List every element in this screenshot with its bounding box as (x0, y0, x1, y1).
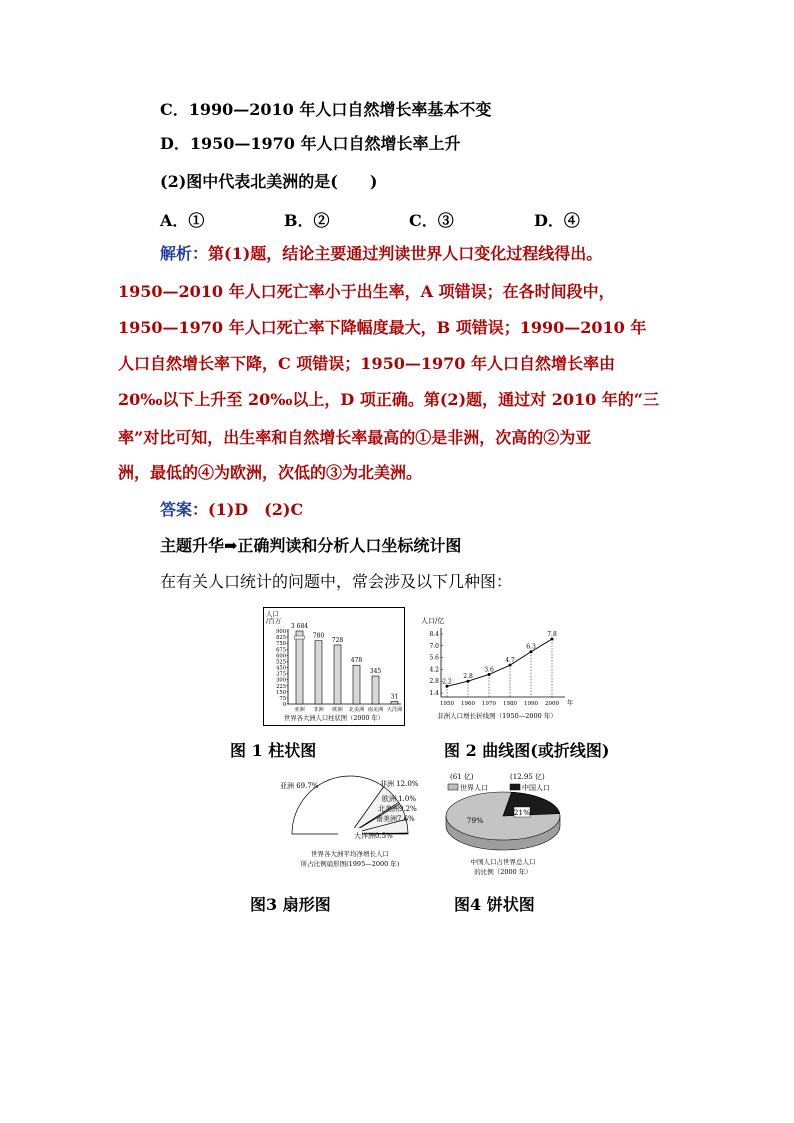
x-tick-label: 大洋洲 (386, 707, 403, 713)
caption-fig-2: 图 2 曲线图(或折线图) (444, 741, 610, 760)
y-tick-label: 7.0 (429, 642, 439, 650)
q2-option-c: C．③ (409, 211, 454, 230)
y-tick-label: 8.4 (429, 631, 439, 638)
chart-title-line-2: 的比例（2000 年） (474, 868, 532, 876)
x-tick-label: 1950 (440, 701, 454, 707)
y-tick-label: 300 (276, 677, 286, 684)
analysis-line-2: 1950—2010 年人口死亡率小于出生率，A 项错误；在各时间段中， (118, 282, 615, 301)
bar (353, 665, 360, 704)
y-tick-label: 450 (276, 665, 286, 672)
figure-4-pie-chart (442, 770, 564, 878)
caption-fig-3: 图3 扇形图 (250, 895, 331, 914)
bar-value-label: 31 (390, 693, 399, 701)
y-tick-label: 0 (282, 702, 286, 708)
data-label: 4.7 (505, 657, 515, 665)
legend-swatch-china (510, 784, 520, 790)
bar-value-label: 3 684 (290, 623, 309, 630)
y-tick-label: 2.8 (429, 678, 439, 686)
analysis-line-3: 1950—1970 年人口死亡率下降幅度最大，B 项错误；1990—2010 年 (118, 318, 647, 337)
x-tick-label: 欧洲 (332, 707, 343, 713)
slice-label: 大洋洲0.5% (354, 832, 393, 840)
y-tick-label: 4.2 (429, 666, 439, 674)
bar (334, 645, 341, 704)
x-tick-label: 1990 (524, 701, 538, 707)
y-tick-label: 225 (276, 683, 286, 690)
figure-2-line-chart (417, 614, 577, 724)
data-label: 2.8 (463, 673, 473, 681)
x-tick-label: 1980 (503, 701, 517, 707)
slice-label: 亚洲 69.7% (280, 782, 319, 790)
legend-label-world: 世界人口 (460, 784, 488, 792)
y-tick-label: 900 (276, 629, 286, 635)
y-tick-label: 150 (276, 689, 286, 696)
y-axis-label-unit: /百万 (266, 617, 282, 625)
x-tick-label: 南美洲 (367, 707, 384, 713)
y-tick-label: 1.4 (429, 690, 439, 697)
bar-value-label: 345 (369, 668, 382, 676)
figure-3-fan-chart (262, 770, 438, 876)
data-label: 6.3 (526, 643, 536, 651)
y-tick-label: 825 (276, 635, 286, 642)
x-axis-label: 年 (567, 700, 574, 707)
y-tick-label: 75 (279, 695, 286, 702)
x-tick-label: 亚洲 (294, 707, 305, 713)
topic-text: 正确判读和分析人口坐标统计图 (237, 536, 462, 555)
option-c: C．1990—2010 年人口自然增长率基本不变 (160, 100, 492, 119)
analysis-label: 解析 (160, 244, 193, 263)
arrow-right-icon: ➡ (224, 536, 238, 555)
bar (372, 676, 379, 704)
q2-option-a: A．① (160, 211, 205, 230)
bar-value-label: 478 (350, 657, 363, 665)
y-axis-label: 人口/亿 (421, 617, 445, 625)
option-d: D．1950—1970 年人口自然增长率上升 (160, 134, 461, 153)
x-tick-label: 非洲 (313, 707, 324, 713)
y-tick-label: 525 (276, 659, 286, 666)
chart-title-line-1: 中国人口占世界总人口 (470, 858, 536, 866)
total-world: (61 亿) (450, 773, 474, 781)
axis-break-mark (295, 636, 305, 639)
answer-label: 答案 (160, 500, 193, 519)
y-tick-label: 5.6 (429, 654, 439, 662)
analysis-line-5: 20‰以下上升至 20‰以上，D 项正确。第(2)题，通过对 2010 年的“三 (118, 390, 660, 409)
data-label: 7.8 (547, 631, 557, 639)
legend-swatch-world (448, 784, 458, 790)
chart-title: 世界各大洲人口柱状图（2000 年） (284, 715, 384, 722)
chart-title: 非洲人口增长折线图（1950—2000 年） (437, 712, 557, 720)
data-label: 2.2 (442, 678, 452, 686)
data-label: 3.6 (484, 666, 494, 674)
topic-prefix: 主题升华 (160, 536, 225, 555)
y-tick-label: 600 (276, 653, 286, 660)
bar-value-label: 780 (312, 632, 325, 640)
q2-option-d: D．④ (534, 211, 580, 230)
slice-label-world: 79% (466, 816, 484, 825)
analysis-line-6: 率”对比可知，出生率和自然增长率最高的①是非洲，次高的②为亚 (118, 428, 592, 447)
legend-label-china: 中国人口 (522, 784, 550, 792)
caption-fig-1: 图 1 柱状图 (230, 741, 317, 760)
topic-line (160, 536, 461, 556)
slice-label: 欧洲 1.0% (382, 795, 417, 803)
slice-label: 南美洲7.6% (376, 815, 415, 823)
total-china: (12.95 亿) (510, 773, 545, 781)
x-tick-label: 1970 (482, 701, 496, 707)
caption-fig-4: 图4 饼状图 (454, 895, 535, 914)
analysis-line-7: 洲，最低的④为欧洲，次低的③为北美洲。 (118, 463, 423, 482)
x-tick-label: 1960 (461, 701, 475, 707)
answer-line (160, 500, 303, 520)
y-axis-label: 人口 (266, 610, 279, 618)
q2-option-b: B．② (284, 211, 330, 230)
x-tick-label: 2000 (545, 701, 559, 707)
x-tick-label: 北美洲 (348, 707, 365, 713)
slice-label: 北美洲9.2% (378, 805, 417, 813)
answer-text: ：(1)D (2)C (192, 500, 304, 519)
bar (296, 631, 303, 704)
analysis-line-4: 人口自然增长率下降，C 项错误；1950—1970 年人口自然增长率由 (118, 354, 615, 373)
analysis-text-1: ：第(1)题，结论主要通过判读世界人口变化过程线得出。 (192, 244, 603, 263)
slice-label: 非洲 12.0% (380, 780, 419, 788)
bar-value-label: 728 (331, 636, 344, 644)
intro-line: 在有关人口统计的问题中，常会涉及以下几种图： (160, 572, 513, 591)
figure-1-bar-chart (263, 607, 405, 726)
bar (391, 701, 398, 704)
y-tick-label: 375 (276, 671, 286, 678)
y-tick-label: 675 (276, 647, 286, 654)
pie-slice-china (503, 792, 560, 816)
slice-label-china: 21% (513, 808, 531, 817)
bar (315, 641, 322, 704)
chart-title-line-1: 世界各大洲平均净增长人口 (311, 850, 389, 858)
y-tick-label: 750 (276, 641, 286, 648)
chart-title-line-2: 所占比例扇形图(1995—2000 年) (300, 860, 400, 868)
question-2-stem: (2)图中代表北美洲的是( ) (160, 172, 378, 191)
analysis-line-1 (160, 244, 602, 264)
